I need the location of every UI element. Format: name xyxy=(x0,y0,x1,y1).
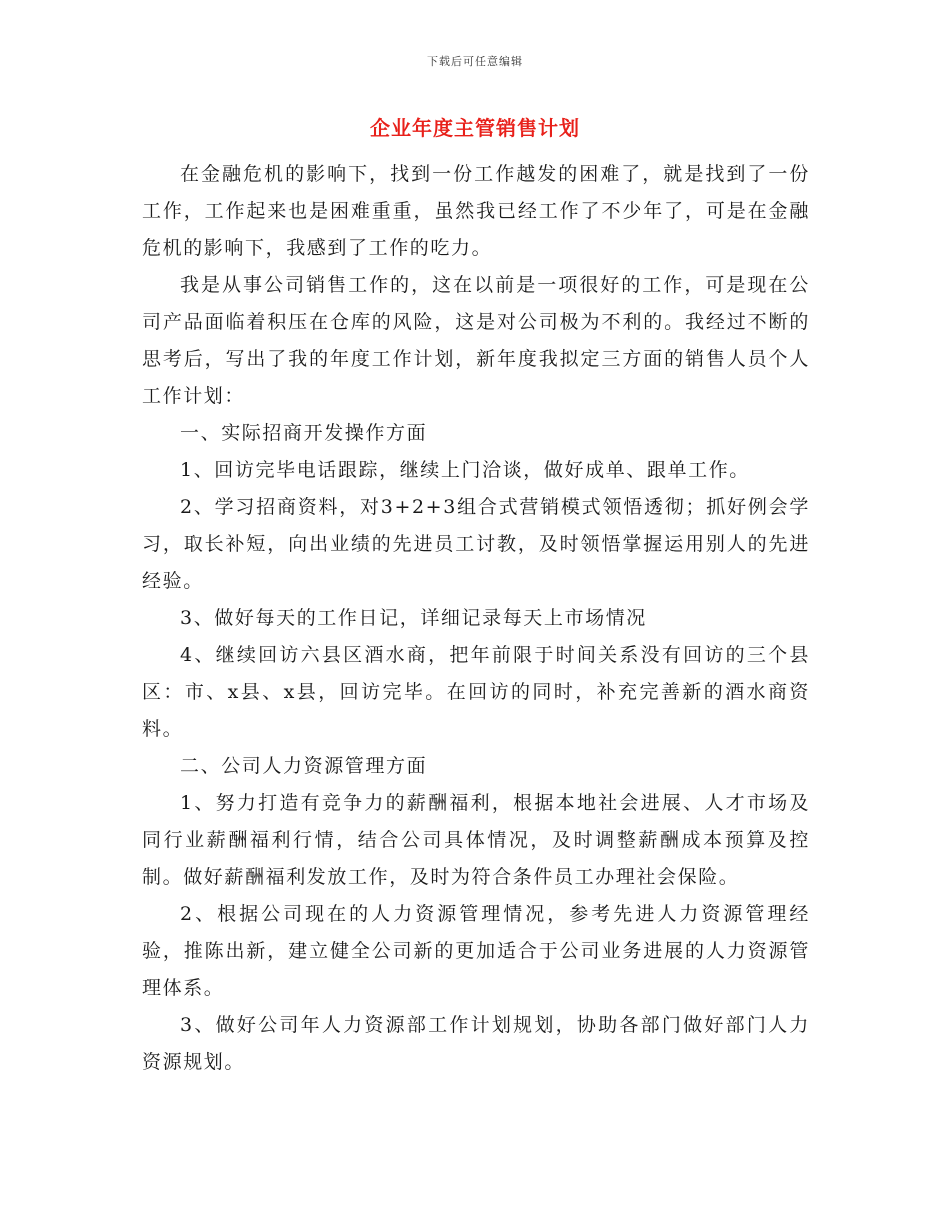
list-item: 1、回访完毕电话跟踪，继续上门洽谈，做好成单、跟单工作。 xyxy=(180,459,750,481)
list-item: 2、根据公司现在的人力资源管理情况，参考先进人力资源管理经验，推陈出新，建立健全公司新的更加适合于公司业务进展的人力资源管理体系。 xyxy=(142,903,810,999)
list-item: 2、学习招商资料，对3+2+3组合式营销模式领悟透彻；抓好例会学习，取长补短，向出业绩的先进员工讨教，及时领悟掌握运用别人的先进经验。 xyxy=(142,496,810,592)
list-item: 4、继续回访六县区酒水商，把年前限于时间关系没有回访的三个县区：市、x县、x县，回访完毕。在回访的同时，补充完善新的酒水商资料。 xyxy=(142,644,810,740)
section-heading-hr: 二、公司人力资源管理方面 xyxy=(180,755,428,777)
list-item: 3、做好每天的工作日记，详细记录每天上市场情况 xyxy=(180,607,647,629)
list-item: 3、做好公司年人力资源部工作计划规划，协助各部门做好部门人力资源规划。 xyxy=(142,1014,810,1073)
document-body xyxy=(142,156,810,1081)
header-note: 下载后可任意编辑 xyxy=(427,55,523,68)
section-heading-investment: 一、实际招商开发操作方面 xyxy=(180,422,428,444)
paragraph-intro: 在金融危机的影响下，找到一份工作越发的困难了，就是找到了一份工作，工作起来也是困难重重，虽然我已经工作了不少年了，可是在金融危机的影响下，我感到了工作的吃力。 xyxy=(142,163,810,259)
list-item: 1、努力打造有竞争力的薪酬福利，根据本地社会进展、人才市场及同行业薪酬福利行情，结合公司具体情况，及时调整薪酬成本预算及控制。做好薪酬福利发放工作，及时为符合条件员工办理社会保险。 xyxy=(142,792,810,888)
paragraph-context: 我是从事公司销售工作的，这在以前是一项很好的工作，可是现在公司产品面临着积压在仓库的风险，这是对公司极为不利的。我经过不断的思考后，写出了我的年度工作计划，新年度我拟定三方面的销售人员个人工作计划： xyxy=(142,274,810,407)
document-title: 企业年度主管销售计划 xyxy=(370,116,580,140)
